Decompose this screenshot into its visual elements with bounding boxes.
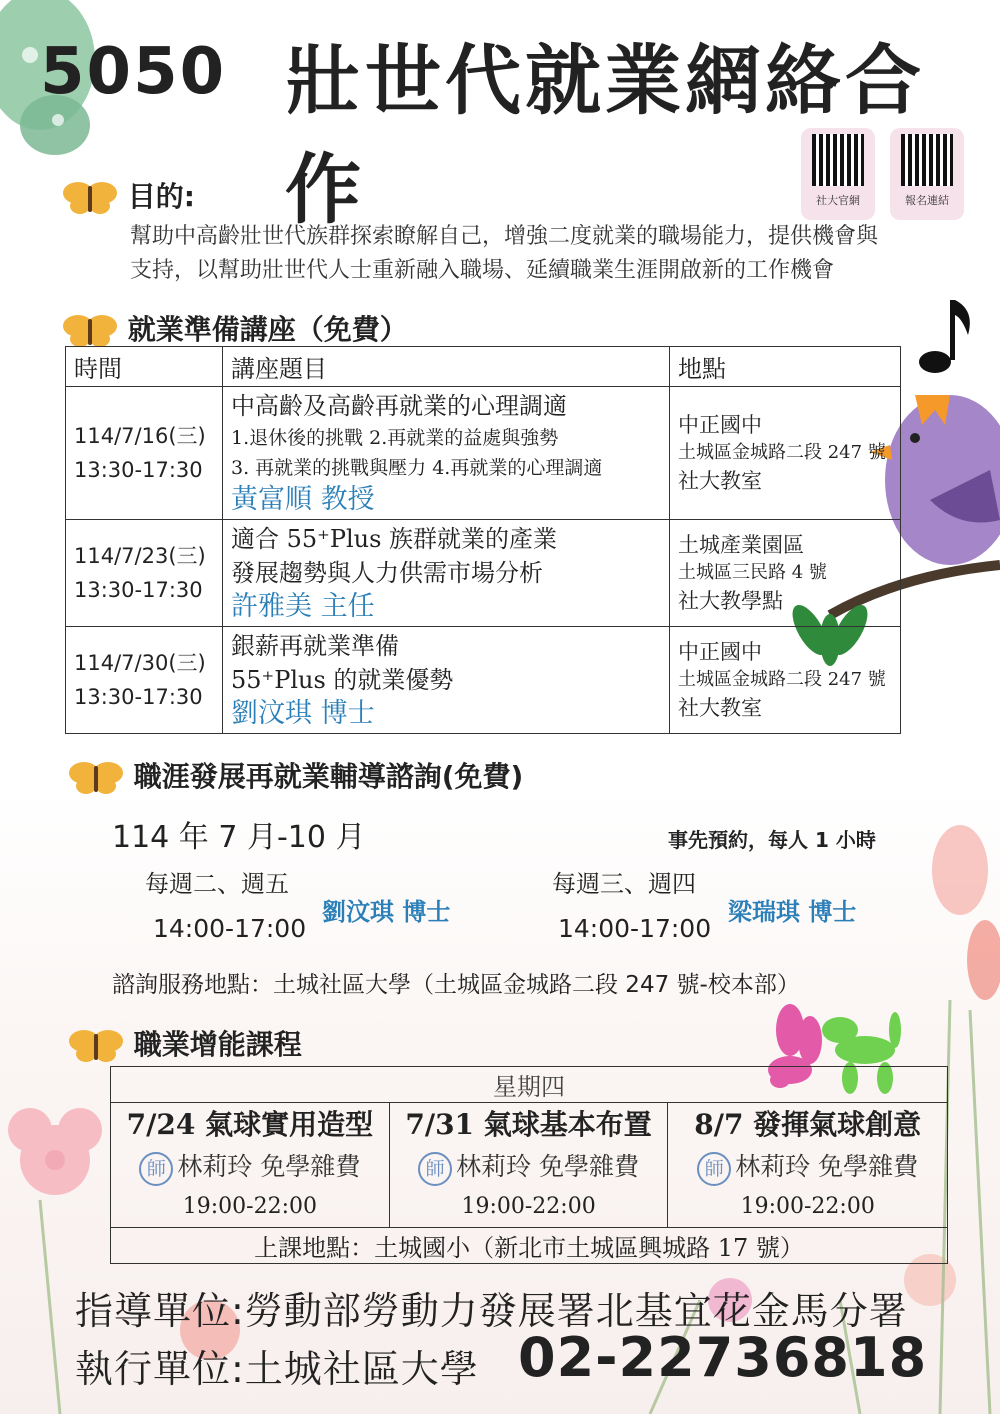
courses-heading	[68, 1023, 302, 1063]
lecture-time: 13:30-17:30	[74, 685, 203, 709]
butterfly-icon	[62, 181, 118, 215]
lecture-place: 中正國中	[678, 413, 762, 437]
lecture-table	[65, 346, 901, 734]
topic-cell	[223, 627, 670, 734]
lecture-date: 114/7/23(三)	[74, 544, 206, 568]
flower-right-icon	[932, 825, 1000, 1000]
consult-days: 每週二、週五	[145, 870, 289, 898]
lecture-topic: 銀薪再就業準備	[231, 632, 399, 660]
lectures-heading-text: 就業準備講座（免費）	[127, 313, 408, 346]
lecture-time: 13:30-17:30	[74, 458, 203, 482]
course-venue: 上課地點：土城國小（新北市土城區興城路 17 號）	[111, 1228, 948, 1264]
lecture-teacher: 黃富順 教授	[231, 484, 375, 515]
lecture-date: 114/7/16(三)	[74, 424, 206, 448]
table-row	[66, 627, 901, 734]
qr-official-site[interactable]	[801, 128, 875, 220]
consult-hours: 14:00-17:00	[558, 914, 712, 943]
lectures-heading	[62, 308, 408, 348]
time-cell	[66, 520, 223, 627]
consult-heading	[68, 755, 523, 795]
course-teacher: 林莉玲 免學雜費	[735, 1152, 919, 1181]
qr-registration[interactable]	[890, 128, 964, 220]
course-row	[111, 1103, 948, 1228]
consult-hours: 14:00-17:00	[153, 914, 307, 943]
course-info	[390, 1147, 668, 1187]
qr-caption: 報名連結	[905, 194, 949, 207]
time-cell	[66, 387, 223, 520]
lecture-subtopic: 發展趨勢與人力供需市場分析	[231, 559, 543, 587]
guide-unit: 指導單位:勞動部勞動力發展署北基宜花金馬分署	[75, 1289, 908, 1333]
butterfly-icon	[68, 1029, 124, 1063]
courses-heading-text: 職業增能課程	[133, 1028, 302, 1061]
lecture-subtopic: 1.退休後的挑戰 2.再就業的益處與強勢	[231, 427, 559, 449]
place-cell	[670, 387, 901, 520]
course-info	[111, 1147, 389, 1187]
course-hours: 19:00-22:00	[740, 1194, 875, 1219]
purpose-line: 幫助中高齡壯世代族群探索瞭解自己，增強二度就業的職場能力，提供機會與	[130, 224, 879, 249]
column-header: 時間	[66, 347, 223, 387]
course-cell	[111, 1103, 390, 1228]
course-info	[668, 1147, 947, 1187]
lecture-teacher: 許雅美 主任	[231, 591, 375, 622]
table-row	[66, 387, 901, 520]
course-day-row	[111, 1067, 948, 1103]
butterfly-icon	[68, 761, 124, 795]
course-cell	[389, 1103, 668, 1228]
consult-days: 每週三、週四	[552, 870, 696, 898]
lecture-place: 土城產業園區	[678, 533, 804, 557]
music-note-icon	[919, 300, 970, 373]
consult-counselor: 梁瑞琪 博士	[728, 898, 857, 926]
lecture-topic: 中高齡及高齡再就業的心理調適	[231, 392, 567, 420]
teacher-mark-icon: 師	[418, 1152, 452, 1186]
place-cell	[670, 520, 901, 627]
lecture-place: 中正國中	[678, 640, 762, 664]
course-title: 7/24 氣球實用造型	[126, 1108, 374, 1141]
lecture-room: 社大教室	[678, 469, 762, 493]
course-table	[110, 1066, 948, 1264]
lecture-subtopic: 3. 再就業的挑戰與壓力 4.再就業的心理調適	[231, 457, 603, 479]
exec-unit: 執行單位:土城社區大學	[75, 1347, 479, 1391]
consult-period: 114 年 7 月-10 月	[112, 820, 366, 855]
title-number: 5050	[40, 35, 227, 109]
course-day: 星期四	[111, 1067, 948, 1103]
column-header: 地點	[670, 347, 901, 387]
course-teacher: 林莉玲 免學雜費	[177, 1152, 361, 1181]
consult-counselor: 劉汶琪 博士	[322, 898, 451, 926]
course-hours: 19:00-22:00	[182, 1194, 317, 1219]
course-hours: 19:00-22:00	[461, 1194, 596, 1219]
lecture-teacher: 劉汶琪 博士	[231, 698, 375, 729]
course-venue-row	[111, 1228, 948, 1264]
lecture-address: 土城區三民路 4 號	[678, 562, 827, 583]
table-row	[66, 520, 901, 627]
course-teacher: 林莉玲 免學雜費	[456, 1152, 640, 1181]
purpose-line: 支持，以幫助壯世代人士重新融入職場、延續職業生涯開啟新的工作機會	[130, 258, 835, 283]
consult-location: 諮詢服務地點：土城社區大學（土城區金城路二段 247 號-校本部）	[112, 972, 800, 998]
consult-slot-1	[145, 868, 289, 900]
consult-booking: 事先預約，每人 1 小時	[668, 828, 876, 852]
qr-code-icon	[901, 134, 953, 186]
topic-cell	[223, 387, 670, 520]
teacher-mark-icon: 師	[139, 1152, 173, 1186]
lecture-address: 土城區金城路二段 247 號	[678, 442, 886, 463]
lecture-address: 土城區金城路二段 247 號	[678, 669, 886, 690]
lecture-date: 114/7/30(三)	[74, 651, 206, 675]
qr-code-icon	[812, 134, 864, 186]
table-header-row	[66, 347, 901, 387]
course-cell	[668, 1103, 948, 1228]
teacher-mark-icon: 師	[697, 1152, 731, 1186]
purpose-heading	[62, 175, 195, 215]
topic-cell	[223, 520, 670, 627]
phone-number[interactable]: 02-22736818	[518, 1326, 928, 1389]
lecture-subtopic: 55⁺Plus 的就業優勢	[231, 666, 454, 694]
page-title: 壯世代就業網絡合作	[285, 36, 925, 234]
lecture-topic: 適合 55⁺Plus 族群就業的產業	[231, 525, 558, 553]
time-cell	[66, 627, 223, 734]
lecture-room: 社大教室	[678, 696, 762, 720]
butterfly-icon	[62, 314, 118, 348]
qr-caption: 社大官網	[816, 194, 860, 207]
purpose-text	[130, 220, 878, 288]
column-header: 講座題目	[223, 347, 670, 387]
flower-left-icon	[8, 1108, 102, 1195]
course-title: 7/31 氣球基本布置	[405, 1108, 652, 1141]
course-title: 8/7 發揮氣球創意	[694, 1108, 922, 1141]
purpose-heading-text: 目的:	[127, 180, 195, 213]
place-cell	[670, 627, 901, 734]
consult-slot-2	[552, 868, 696, 900]
lecture-room: 社大教學點	[678, 589, 783, 613]
lecture-time: 13:30-17:30	[74, 578, 203, 602]
consult-heading-text: 職涯發展再就業輔導諮詢(免費)	[133, 760, 524, 793]
